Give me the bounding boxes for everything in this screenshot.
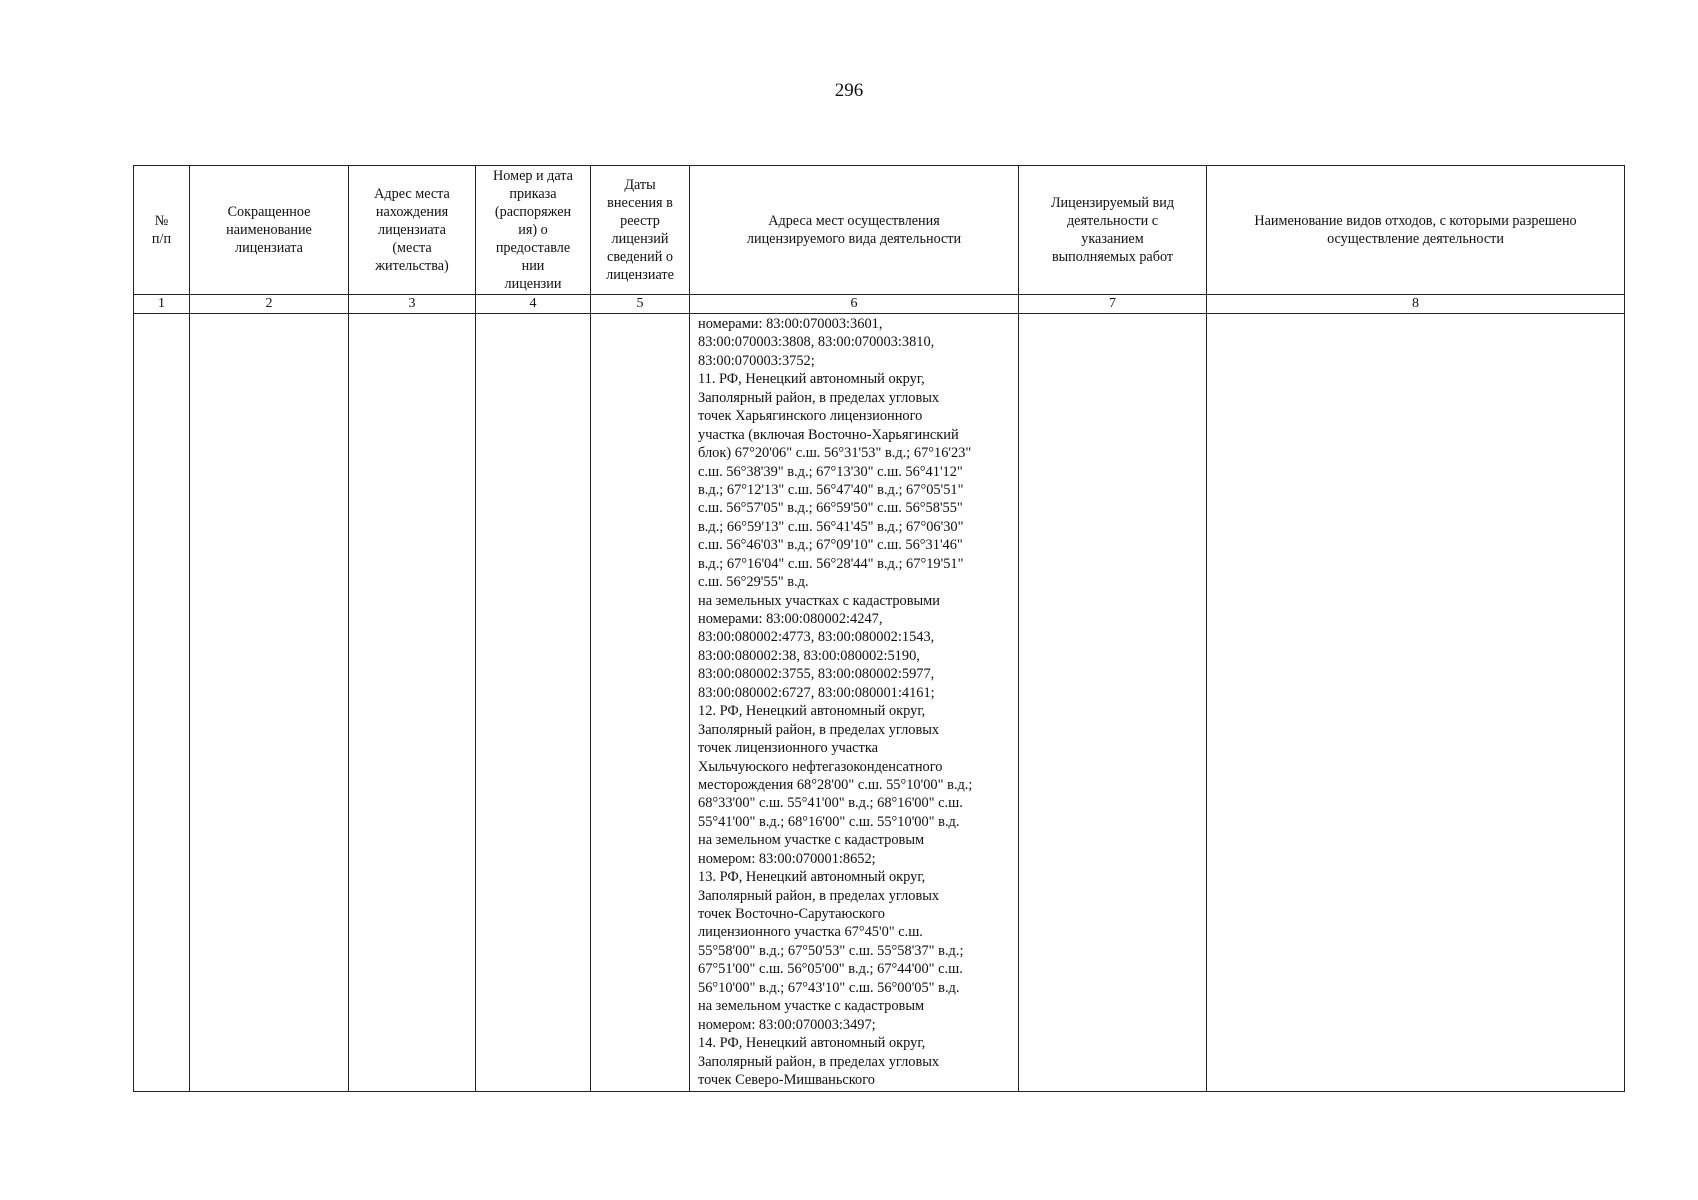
address-line: номером: 83:00:070001:8652; xyxy=(698,850,876,867)
address-line: на земельном участке с кадастровым xyxy=(698,832,925,849)
address-line: 68°33'00" с.ш. 55°41'00" в.д.; 68°16'00" с.ш. xyxy=(698,795,963,812)
address-line: 83:00:080002:3755, 83:00:080002:5977, xyxy=(698,666,935,683)
address-line: 83:00:080002:6727, 83:00:080001:4161; xyxy=(698,684,935,701)
address-line: 83:00:080002:4773, 83:00:080002:1543, xyxy=(698,629,935,646)
address-line: номерами: 83:00:080002:4247, xyxy=(698,611,883,627)
column-number-cell: 5 xyxy=(591,295,690,314)
header-order-number-date-text: Номер и дата приказа (распоряжен ия) о предоставле нии лицензии xyxy=(493,168,573,292)
activity-addresses-text xyxy=(690,314,1018,1089)
header-cell-licensee-name xyxy=(190,166,349,295)
address-line: участка (включая Восточно-Харьягинский xyxy=(698,426,959,443)
address-line: в.д.; 67°16'04" с.ш. 56°28'44" в.д.; 67°19'51" xyxy=(698,555,964,572)
address-line: точек Харьягинского лицензионного xyxy=(698,408,923,425)
header-cell-activity-type xyxy=(1019,166,1207,295)
cell-number xyxy=(134,314,190,1092)
header-cell-number xyxy=(134,166,190,295)
address-line: месторождения 68°28'00" с.ш. 55°10'00" в.д.; xyxy=(698,776,973,793)
address-line: номером: 83:00:070003:3497; xyxy=(698,1016,876,1033)
address-line: блок) 67°20'06" с.ш. 56°31'53" в.д.; 67°16'23" xyxy=(698,445,972,462)
cell-waste-types xyxy=(1207,314,1625,1092)
header-licensee-name-text: Сокращенное наименование лицензиата xyxy=(226,204,312,256)
page-number: 296 xyxy=(834,80,864,101)
column-number-cell: 8 xyxy=(1207,295,1625,314)
cell-activity-addresses xyxy=(690,314,1019,1092)
header-cell-licensee-address xyxy=(349,166,476,295)
address-line: 13. РФ, Ненецкий автономный округ, xyxy=(698,869,926,886)
header-cell-registry-dates xyxy=(591,166,690,295)
address-line: 14. РФ, Ненецкий автономный округ, xyxy=(698,1035,926,1052)
column-number-cell: 6 xyxy=(690,295,1019,314)
header-number-text: № п/п xyxy=(151,213,172,247)
column-number-cell: 4 xyxy=(476,295,591,314)
address-line: 83:00:070003:3752; xyxy=(698,352,815,369)
column-number-cell: 7 xyxy=(1019,295,1207,314)
column-number-cell: 1 xyxy=(134,295,190,314)
address-line: 83:00:070003:3808, 83:00:070003:3810, xyxy=(698,334,935,351)
cell-licensee-name xyxy=(190,314,349,1092)
license-registry-table xyxy=(133,165,1625,1092)
header-cell-waste-types xyxy=(1207,166,1625,295)
address-line: 67°51'00" с.ш. 56°05'00" в.д.; 67°44'00" с.ш. xyxy=(698,961,963,978)
cell-activity-type xyxy=(1019,314,1207,1092)
header-licensee-address-text: Адрес места нахождения лицензиата (места жительства) xyxy=(374,186,450,274)
header-activity-type-text: Лицензируемый вид деятельности с указанием выполняемых работ xyxy=(1050,195,1175,265)
header-waste-types-text: Наименование видов отходов, с которыми разрешено осуществление деятельности xyxy=(1254,213,1577,247)
address-line: на земельных участках с кадастровыми xyxy=(698,592,940,609)
header-registry-dates-text: Даты внесения в реестр лицензий сведений о лицензиате xyxy=(606,177,674,283)
address-line: номерами: 83:00:070003:3601, xyxy=(698,316,883,332)
address-line: 83:00:080002:38, 83:00:080002:5190, xyxy=(698,647,920,664)
address-line: 55°58'00" в.д.; 67°50'53" с.ш. 55°58'37" в.д.; xyxy=(698,942,964,959)
table-header-row xyxy=(134,166,1625,295)
address-line: Заполярный район, в пределах угловых xyxy=(698,389,940,406)
address-line: Заполярный район, в пределах угловых xyxy=(698,887,940,904)
address-line: точек лицензионного участка xyxy=(698,740,878,757)
address-line: с.ш. 56°57'05" в.д.; 66°59'50" с.ш. 56°58'55" xyxy=(698,500,963,517)
address-line: с.ш. 56°46'03" в.д.; 67°09'10" с.ш. 56°31'46" xyxy=(698,537,963,554)
address-line: с.ш. 56°38'39" в.д.; 67°13'30" с.ш. 56°41'12" xyxy=(698,463,963,480)
address-line: 12. РФ, Ненецкий автономный округ, xyxy=(698,703,926,720)
address-line: в.д.; 67°12'13" с.ш. 56°47'40" в.д.; 67°05'51" xyxy=(698,481,964,498)
cell-registry-dates xyxy=(591,314,690,1092)
address-line: лицензионного участка 67°45'0" с.ш. xyxy=(698,924,923,941)
table-row xyxy=(134,314,1625,1092)
address-line: 55°41'00" в.д.; 68°16'00" с.ш. 55°10'00" в.д. xyxy=(698,813,960,830)
header-cell-activity-addresses xyxy=(690,166,1019,295)
address-line: с.ш. 56°29'55" в.д. xyxy=(698,574,809,591)
address-line: 11. РФ, Ненецкий автономный округ, xyxy=(698,371,925,388)
address-line: в.д.; 66°59'13" с.ш. 56°41'45" в.д.; 67°06'30" xyxy=(698,518,964,535)
cell-order-number-date xyxy=(476,314,591,1092)
header-cell-order-number-date xyxy=(476,166,591,295)
address-line: Заполярный район, в пределах угловых xyxy=(698,721,940,738)
column-number-cell: 2 xyxy=(190,295,349,314)
column-number-cell: 3 xyxy=(349,295,476,314)
address-line: 56°10'00" в.д.; 67°43'10" с.ш. 56°00'05" в.д. xyxy=(698,979,960,996)
address-line: точек Восточно-Сарутаюского xyxy=(698,906,885,922)
cell-licensee-address xyxy=(349,314,476,1092)
address-line: точек Северо-Мишваньского xyxy=(698,1071,875,1088)
address-line: на земельном участке с кадастровым xyxy=(698,998,925,1015)
address-line: Хыльчуюского нефтегазоконденсатного xyxy=(698,758,943,775)
address-line: Заполярный район, в пределах угловых xyxy=(698,1053,940,1070)
header-activity-addresses-text: Адреса мест осуществления лицензируемого вида деятельности xyxy=(746,213,962,247)
column-number-row xyxy=(134,295,1625,314)
